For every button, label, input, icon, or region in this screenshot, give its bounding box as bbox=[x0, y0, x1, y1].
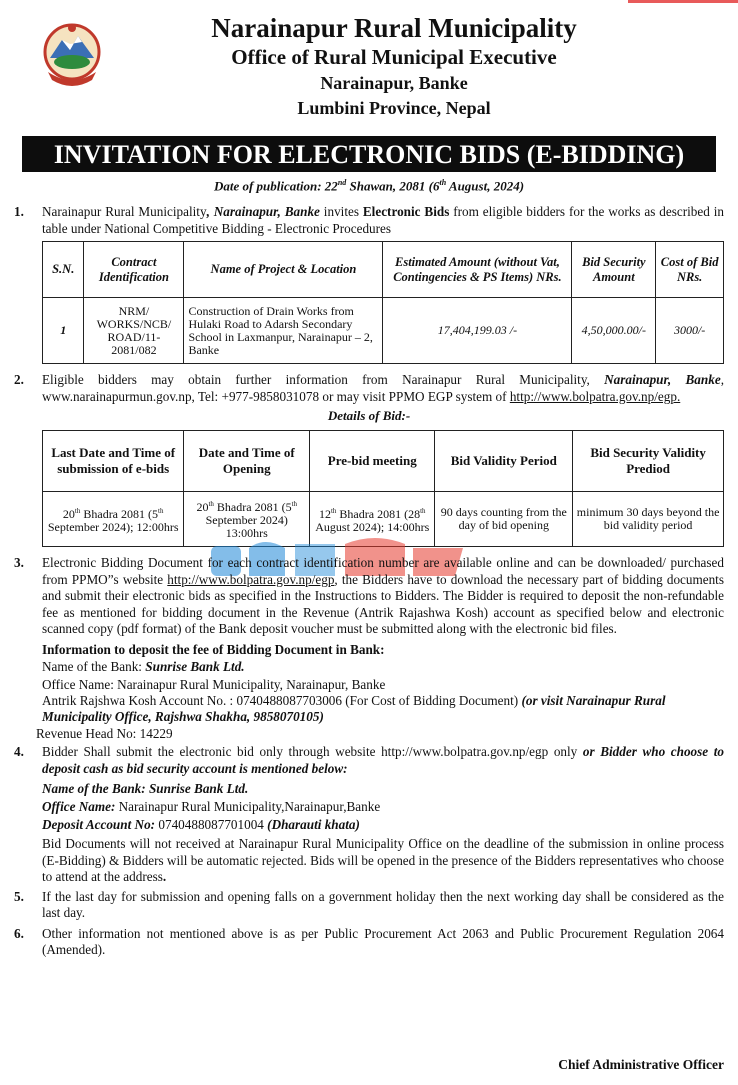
header-contract-id: Contract Identification bbox=[84, 242, 184, 298]
signature-title: Chief Administrative Officer bbox=[558, 1057, 724, 1072]
header-bid-security: Bid Security Amount bbox=[572, 242, 656, 298]
header-validity: Bid Validity Period bbox=[435, 431, 573, 492]
office-address: Narainapur, Banke bbox=[320, 73, 468, 93]
details-title: Details of Bid:- bbox=[327, 408, 411, 424]
deposit-office: Office Name: Narainapur Rural Municipality, Narainapur, Banke bbox=[42, 676, 386, 692]
municipality-name: Narainapur Rural Municipality bbox=[211, 13, 577, 43]
bolpatra-link[interactable]: http://www.bolpatra.gov.np/egp. bbox=[509, 388, 681, 404]
table-row: 1 NRM/ WORKS/NCB/ ROAD/11- 2081/082 Construction of Drain Works from Hulaki Road to Adarsh Secondary School in Laxmanpur, Narainapur – 2, Banke 17,404,199.03 /- 4,50,000.00/- 3000/- bbox=[43, 298, 724, 364]
office-name: Office of Rural Municipal Executive bbox=[231, 45, 557, 69]
paragraph-1: 1. Narainapur Rural Municipality, Narainapur, Banke invites Electronic Bids from eligible bidders for the works as described in table under National Competitive Bidding - Electronic Procedures bbox=[14, 204, 724, 236]
cell-prebid: 12th Bhadra 2081 (28th August 2024); 14:00hrs bbox=[310, 492, 435, 547]
header-security-validity: Bid Security Validity Prediod bbox=[573, 431, 724, 492]
publication-date: Date of publication: 22nd Shawan, 2081 (6th August, 2024) bbox=[213, 178, 525, 194]
cell-validity: 90 days counting from the day of bid opening bbox=[435, 492, 573, 547]
deposit-title: Information to deposit the fee of Bidding Document in Bank: bbox=[42, 641, 385, 657]
province: Lumbini Province, Nepal bbox=[297, 98, 491, 118]
cell-last-date: 20th Bhadra 2081 (5th September 2024); 12:00hrs bbox=[43, 492, 184, 547]
contract-table bbox=[42, 241, 724, 364]
cell-security-validity: minimum 30 days beyond the bid validity period bbox=[573, 492, 724, 547]
deposit-bank: Name of the Bank: Sunrise Bank Ltd. bbox=[42, 659, 245, 675]
header-sn: S.N. bbox=[43, 242, 84, 298]
header-estimated-amount: Estimated Amount (without Vat, Contingencies & PS Items) NRs. bbox=[383, 242, 572, 298]
paragraph-4: 4. Bidder Shall submit the electronic bid only through website http://www.bolpatra.gov.np/egp only or Bidder who choose to deposit cash as bid security account is mentioned below: Name of the Bank: Sunrise Bank Ltd. Office Name: Narainapur Rural Municipality,Narainapur,Banke Deposit Account No: 0740488087701004 (Dharauti khata) Bid Documents will not received at Narainapur Rural Municipality Office on the deadline of the submission in online process (E-Bidding) & Bidders will be automatic rejected. Bids will be opened in the presence of the Bidders representatives who choose to attend at the address. bbox=[14, 744, 725, 885]
cell-opening: 20th Bhadra 2081 (5th September 2024) 13:00hrs bbox=[184, 492, 310, 547]
header-cost-of-bid: Cost of Bid NRs. bbox=[656, 242, 724, 298]
deposit-info bbox=[0, 641, 738, 726]
revenue-head: Revenue Head No: 14229 bbox=[36, 726, 173, 742]
header-opening: Date and Time of Opening bbox=[184, 431, 310, 492]
paragraph-6: 6. Other information not mentioned above is as per Public Procurement Act 2063 and Public Procurement Regulation 2064 (Amended). bbox=[14, 925, 724, 958]
paragraph-3: 3. Electronic Bidding Document for each contract identification number are available online and can be downloaded/ purchased from PPMO”s website http://www.bolpatra.gov.np/egp, the Bidders have to download the necessary part of bidding documents and submit their electronic bids as specified in the Instructions to Bidders. The Bidder is required to deposit the non-refundable fee as mentioned for bidding document in the Revenue (Antrik Rajashwa Kosh) account as specified below and electronic scanned copy (pdf format) of the Bank deposit voucher must be submitted along with the electronic bid files. bbox=[14, 555, 724, 637]
paragraph-5: 5. If the last day for submission and opening falls on a government holiday then the next working day shall be considered as the last day. bbox=[14, 888, 724, 921]
paragraph-2: 2. Eligible bidders may obtain further information from Narainapur Rural Municipality, Narainapur, Banke, www.narainapurmun.gov.np, Tel: +977-9858031078 or may visit PPMO EGP system of http://www.bolpatra.gov.np/egp. bbox=[14, 372, 724, 404]
notice-banner: INVITATION FOR ELECTRONIC BIDS (E-BIDDING) bbox=[22, 136, 716, 172]
header-prebid: Pre-bid meeting bbox=[310, 431, 435, 492]
header-last-date: Last Date and Time of submission of e-bids bbox=[43, 431, 184, 492]
bank-name: Name of the Bank: Sunrise Bank Ltd. bbox=[42, 781, 249, 797]
letterhead bbox=[0, 0, 738, 128]
header-project: Name of Project & Location bbox=[184, 242, 383, 298]
bolpatra-egp-link[interactable]: http://www.bolpatra.gov.np/egp bbox=[167, 571, 335, 587]
deposit-account: Antrik Rajshwa Kosh Account No. : 0740488087703006 (For Cost of Bidding Document) (or visit Narainapur Rural Municipality Office, Rajshwa Shakha, 9858070105) bbox=[42, 693, 666, 725]
